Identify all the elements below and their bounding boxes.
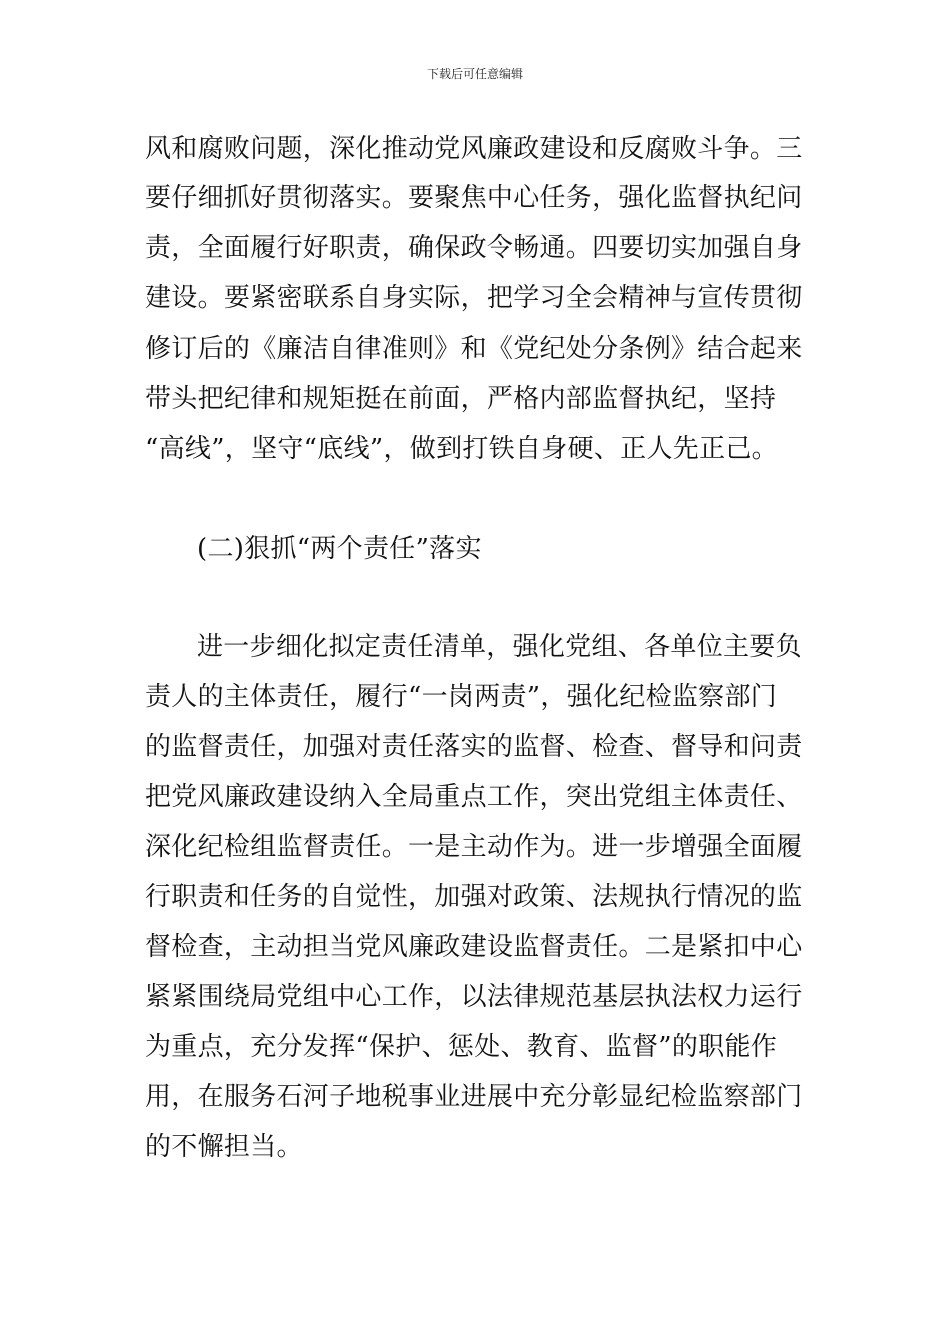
text-line: 要仔细抓好贯彻落实。要聚焦中心任务，强化监督执纪问 [145, 183, 803, 213]
text-line: 把党风廉政建设纳入全局重点工作，突出党组主体责任、 [145, 782, 803, 812]
section-heading: (二)狠抓“两个责任”落实 [197, 534, 482, 564]
text-line: 紧紧围绕局党组中心工作，以法律规范基层执法权力运行 [145, 982, 803, 1012]
text-line: 用，在服务石河子地税事业进展中充分彰显纪检监察部门 [145, 1082, 803, 1112]
text-line: 为重点，充分发挥“保护、惩处、教育、监督”的职能作 [145, 1032, 778, 1062]
text-line: 行职责和任务的自觉性，加强对政策、法规执行情况的监 [145, 882, 803, 912]
text-line: 带头把纪律和规矩挺在前面，严格内部监督执纪，坚持 [145, 384, 777, 414]
text-line: 责人的主体责任，履行“一岗两责”，强化纪检监察部门 [145, 682, 778, 712]
text-line: 责，全面履行好职责，确保政令畅通。四要切实加强自身 [145, 233, 803, 263]
text-line: 深化纪检组监督责任。一是主动作为。进一步增强全面履 [145, 832, 803, 862]
text-line: 风和腐败问题，深化推动党风廉政建设和反腐败斗争。三 [145, 134, 803, 164]
text-line: 修订后的《廉洁自律准则》和《党纪处分条例》结合起来 [145, 334, 803, 364]
text-line: 进一步细化拟定责任清单，强化党组、各单位主要负 [197, 632, 802, 662]
header-note: 下载后可任意编辑 [426, 67, 523, 81]
text-line: 的不懈担当。 [145, 1132, 303, 1162]
text-line: 的监督责任，加强对责任落实的监督、检查、督导和问责 [145, 732, 803, 762]
text-line: “高线”，坚守“底线”，做到打铁自身硬、正人先正己。 [145, 434, 778, 464]
text-line: 督检查，主动担当党风廉政建设监督责任。二是紧扣中心 [145, 932, 803, 962]
text-line: 建设。要紧密联系自身实际，把学习全会精神与宣传贯彻 [145, 283, 803, 313]
